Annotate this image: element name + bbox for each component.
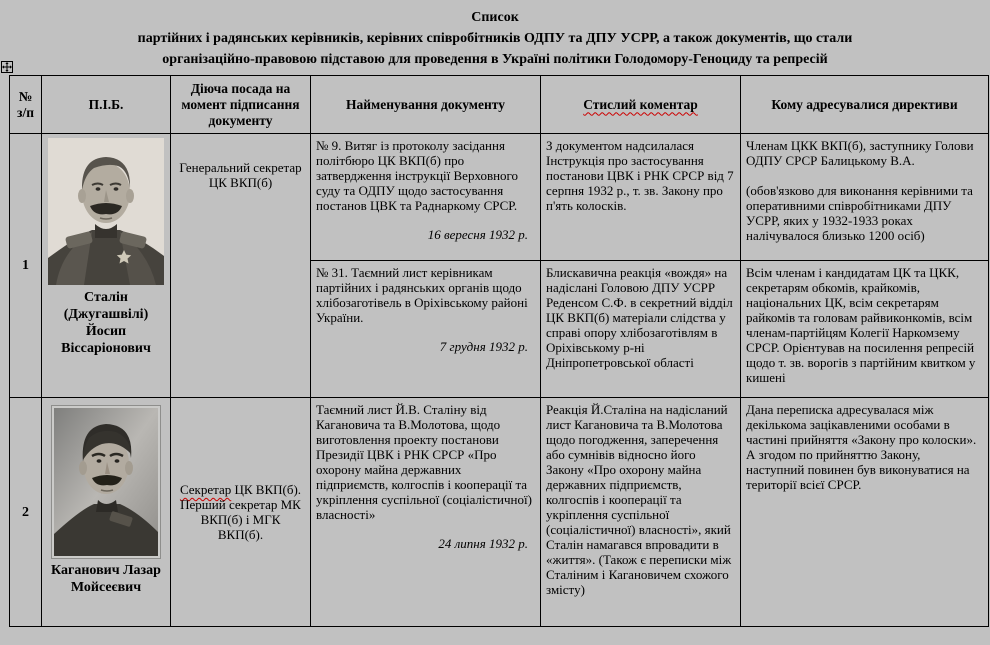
header-document: Найменування документу (311, 76, 541, 134)
comment-2-text: Блискавична реакція «вождя» на надіслані Головою ДПУ УСРР Реденсом С.Ф. в секретний відділ ЦК ВКП(б) матеріали слідства у справі опору хлібозаготівлям в Оріхівському р-ні Дніпропетровської області (546, 265, 733, 370)
row-2-person-cell (42, 398, 171, 626)
row-1-doc-2-cell (311, 261, 541, 398)
row-2-person-name: Каганович Лазар Мойсеєвич (51, 563, 161, 595)
directive-2-p1: Всім членам і кандидатам ЦК та ЦКК, секретарям обкомів, крайкомів, національних ЦК, всім секретарям райкомів та головам райвиконкомів, всім членам-партійцям Колегії Наркомзему СРСР. Орієнтував на посилення репресій щодо т. зв. ворогів з партійним квитком у кишені (746, 265, 976, 385)
leaders-documents-table (9, 75, 989, 627)
stalin-portrait-photo (48, 138, 164, 285)
header-position: Діюча посада на момент підписання документу (171, 76, 311, 134)
row-1-position: Генеральний секретар ЦК ВКП(б) (171, 134, 311, 398)
header-comment (541, 76, 741, 134)
row-2-doc-date: 24 липня 1932 р. (438, 536, 528, 551)
row-2-doc-title: Таємний лист Й.В. Сталіну від Кагановича та В.Молотова, щодо виготовлення проекту постанови Президії ЦВК і РНК СРСР «Про охорону майна державних підприємств, колгоспів і кооперації та укріплення суспільної (соціалістичної) власності» (316, 402, 532, 522)
row-2-position-rest: ЦК ВКП(б). Перший секретар МК ВКП(б) і МГК ВКП(б). (180, 482, 302, 542)
kaganovich-portrait-photo (52, 406, 160, 558)
row-1-directive-2-cell (741, 261, 988, 398)
row-2-directive-p1: Дана переписка адресувалася між декількома зацікавленими особами в частині прийняття «Закону про колоски». А згодом по прийняттю Закону, наступний повинен був виконуватися на території всієї СРСР. (746, 402, 977, 492)
row-2-doc-cell (311, 398, 541, 626)
header-comment-label: Стислий коментар (583, 96, 698, 112)
row-2-position (171, 398, 311, 626)
row-1-comment-1-cell (541, 134, 741, 261)
directive-1-p2: (обов'язково для виконання керівними та оперативними співробітниками ДПУ УСРР, яких у 1932-1933 роках налічувалося близько 1200 осіб) (746, 183, 973, 243)
table-move-handle-icon[interactable] (1, 61, 13, 73)
row-2-number: 2 (10, 398, 42, 626)
row-1-person-name: Сталін (Джугашвілі) Йосип Віссаріонович (61, 290, 151, 356)
directive-1-p1: Членам ЦКК ВКП(б), заступнику Голови ОДПУ СРСР Балицькому В.А. (746, 138, 974, 168)
row-1-person-cell (42, 134, 171, 398)
header-directives: Кому адресувалися директиви (741, 76, 988, 134)
header-num: № з/п (10, 76, 42, 134)
row-1-directive-1-cell (741, 134, 988, 261)
row-2-position-misspelled-word: Секретар (179, 482, 232, 497)
title-line-3: організаційно-правовою підставою для проведення в Україні політики Голодомору-Геноциду та репресій (162, 52, 828, 67)
comment-1-text: З документом надсилалася Інструкція про застосування постанови ЦВК і РНК СРСР від 7 серпня 1932 р., т. зв. Закону про п'ять колосків. (546, 138, 734, 213)
doc-1-title: № 9. Витяг із протоколу засідання політбюро ЦК ВКП(б) про затвердження інструкції Верховного суду та ОДПУ щодо застосування постанов ЦВК та Раднаркому СРСР. (316, 138, 519, 213)
move-arrows-icon (2, 62, 12, 72)
title-line-2: партійних і радянських керівників, керівних співробітників ОДПУ та ДПУ УСРР, а також документів, що стали (137, 31, 853, 46)
doc-2-title: № 31. Таємний лист керівникам партійних і радянських органів щодо хлібозаготівель в Оріхівському районі України. (316, 265, 528, 325)
document-title (0, 7, 990, 70)
doc-2-date: 7 грудня 1932 р. (439, 339, 528, 354)
title-line-1: Список (471, 10, 519, 25)
header-name: П.І.Б. (42, 76, 171, 134)
row-1-doc-1-cell (311, 134, 541, 261)
row-2-directive-cell (741, 398, 988, 626)
row-1-number: 1 (10, 134, 42, 398)
row-1-comment-2-cell (541, 261, 741, 398)
row-2-comment-cell (541, 398, 741, 626)
doc-1-date: 16 вересня 1932 р. (427, 227, 528, 242)
row-2-comment-text: Реакція Й.Сталіна на надісланий лист Кагановича та В.Молотова щодо погодження, заперечення або сумнівів відносно його Закону «Про охорону майна державних підприємств, колгоспів і кооперації та укріплення суспільної (соціалістичної) власності», який Сталін намагався впровадити в «життя». (Також є переписки між Сталіним і Кагановичем схожого змісту) (546, 402, 732, 597)
